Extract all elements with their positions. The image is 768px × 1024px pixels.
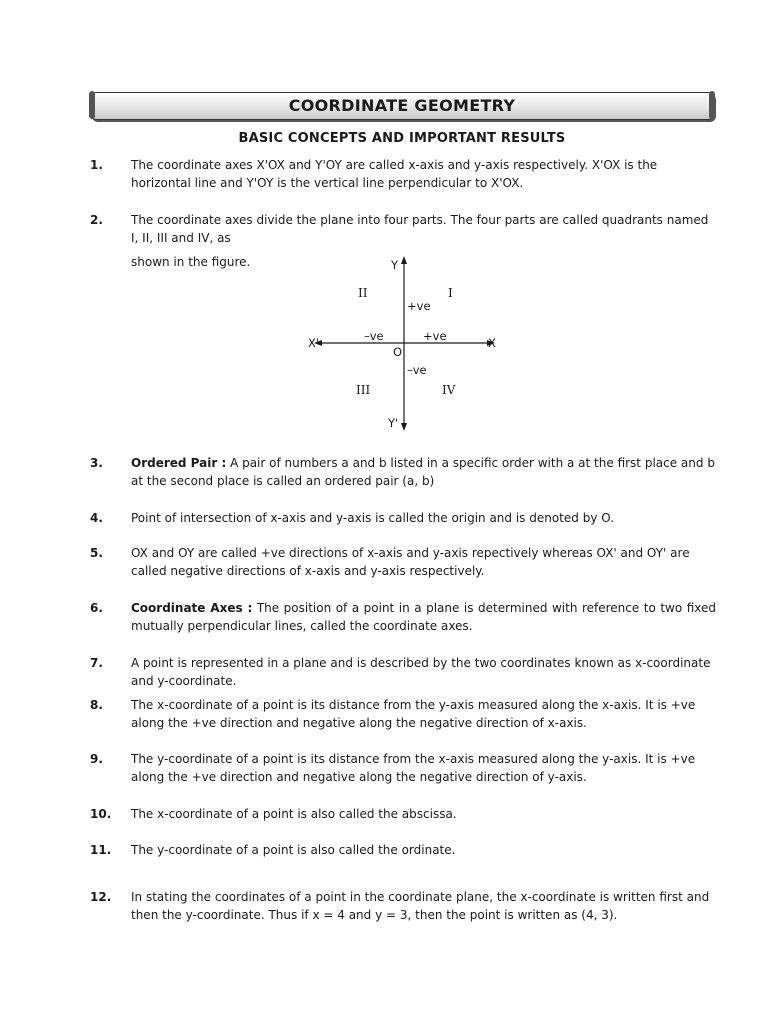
item-number: 5.: [90, 546, 103, 560]
item-number: 3.: [90, 456, 103, 470]
section-subtitle: BASIC CONCEPTS AND IMPORTANT RESULTS: [238, 131, 566, 146]
quadrant-2-label: II: [358, 286, 368, 300]
quadrant-figure: [300, 255, 510, 435]
item-text: A point is represented in a plane and is described by the two coordinates known as x-coordinate and y-coordinate.: [131, 656, 711, 688]
item-text: OX and OY are called +ve directions of x-axis and y-axis repectively whereas OX' and OY' are called negative directions of x-axis and y-axis respectively.: [131, 546, 690, 578]
item-text-continued: shown in the figure.: [131, 255, 251, 269]
item-number: 11.: [90, 843, 112, 857]
item-number: 6.: [90, 601, 103, 615]
title-banner: [90, 92, 714, 120]
origin-label: O: [393, 345, 403, 359]
item-text: In stating the coordinates of a point in the coordinate plane, the x-coordinate is written first and then the y-coordinate. Thus if x = 4 and y = 3, then the point is written as (4, 3).: [131, 890, 710, 922]
x-neg-axis-label: X': [308, 336, 320, 350]
quadrant-1-label: I: [448, 286, 453, 300]
item-number: 2.: [90, 213, 103, 227]
item-text: The coordinate axes X'OX and Y'OY are called x-axis and y-axis respectively. X'OX is the horizontal line and Y'OY is the vertical line perpendicular to X'OX.: [131, 158, 658, 190]
item-number: 7.: [90, 656, 103, 670]
y-neg-axis-label: Y': [388, 416, 399, 430]
item-body: The position of a point in a plane is determined with reference to two fixed mutually perpendicular lines, called the coordinate axes.: [131, 601, 716, 633]
item-text: The y-coordinate of a point is its distance from the x-axis measured along the y-axis. It is +ve along the +ve direction and negative along the negative direction of y-axis.: [131, 752, 696, 784]
item-term: Ordered Pair :: [131, 456, 227, 470]
y-arrow-up-icon: [401, 256, 407, 264]
quadrant-4-label: IV: [442, 383, 456, 397]
positive-x-label: +ve: [423, 329, 447, 343]
item-number: 12.: [90, 890, 112, 904]
item-text: The x-coordinate of a point is also called the abscissa.: [131, 807, 457, 821]
negative-x-label: –ve: [364, 329, 384, 343]
item-term: Coordinate Axes :: [131, 601, 253, 615]
item-text: The x-coordinate of a point is its distance from the y-axis measured along the x-axis. It is +ve along the +ve direction and negative along the negative direction of x-axis.: [131, 698, 696, 730]
item-body: A pair of numbers a and b listed in a specific order with a at the first place and b at the second place is called an ordered pair (a, b): [131, 456, 715, 488]
item-number: 8.: [90, 698, 103, 712]
y-arrow-down-icon: [401, 423, 407, 431]
item-text: Point of intersection of x-axis and y-axis is called the origin and is denoted by O.: [131, 511, 615, 525]
page-title: COORDINATE GEOMETRY: [288, 96, 516, 115]
item-number: 4.: [90, 511, 103, 525]
positive-y-label: +ve: [407, 299, 431, 313]
quadrant-3-label: III: [356, 383, 371, 397]
negative-y-label: –ve: [407, 363, 427, 377]
item-text: [131, 599, 716, 635]
item-number: 9.: [90, 752, 103, 766]
item-text: [131, 454, 716, 490]
x-axis-label: X: [488, 336, 496, 350]
item-text: The y-coordinate of a point is also called the ordinate.: [131, 843, 456, 857]
y-axis-label: Y: [391, 258, 399, 272]
item-text: The coordinate axes divide the plane into four parts. The four parts are called quadrants named I, II, III and IV, as: [131, 213, 709, 245]
item-number: 1.: [90, 158, 103, 172]
item-number: 10.: [90, 807, 112, 821]
